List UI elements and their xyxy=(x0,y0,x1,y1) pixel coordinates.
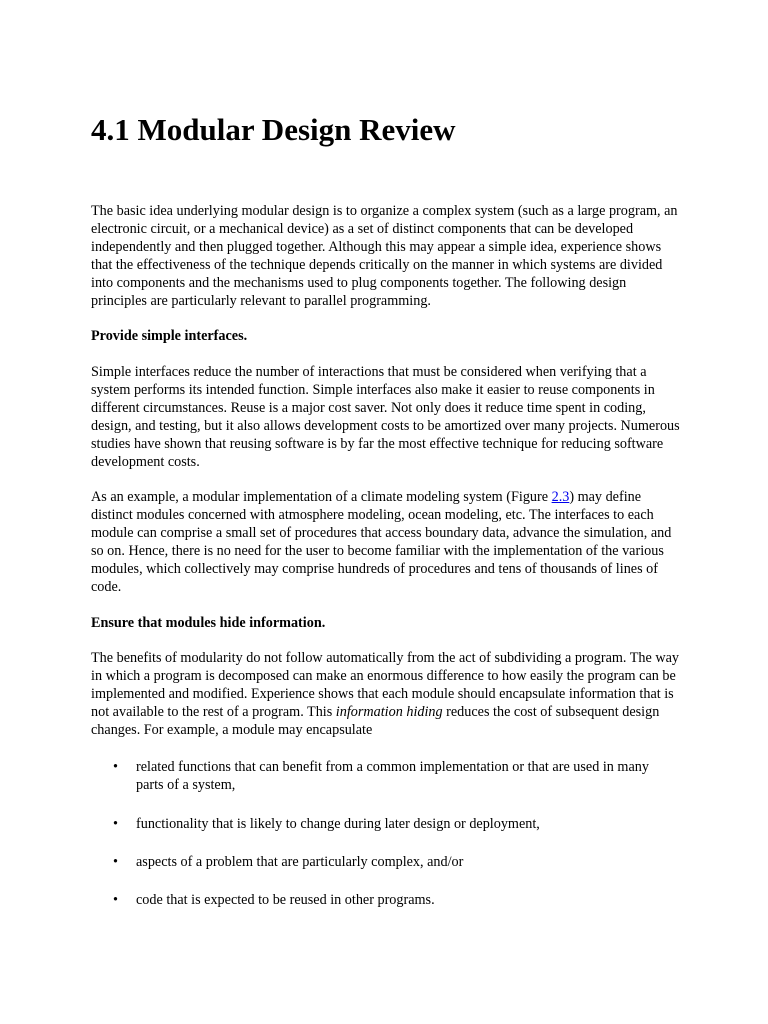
list-item-text: related functions that can benefit from a common implementation or that are used in many parts of a system, xyxy=(136,759,649,793)
simple-interfaces-paragraph: Simple interfaces reduce the number of interactions that must be considered when verifying that a system performs its intended function. Simple interfaces also make it easier to reuse components in different circumstances. Reuse is a major cost saver. Not only does it reduce time spent in coding, design, and testing, but it also allows development costs to be amortized over many projects. Numerous studies have shown that reusing software is by far the most effective technique for reducing software development costs. xyxy=(91,364,680,470)
climate-example-text-before: As an example, a modular implementation of a climate modeling system (Figure xyxy=(91,489,552,505)
list-item-text: code that is expected to be reused in other programs. xyxy=(136,892,435,908)
bullet-icon: • xyxy=(113,759,118,775)
climate-example-text-after: ) may define distinct modules concerned with atmosphere modeling, ocean modeling, etc. The interfaces to each module can comprise a small set of procedures that access boundary data, advance the simulation, and so on. Hence, there is no need for the user to become familiar with the implementation of the various modules, which collectively may comprise hundreds of procedures and tens of thousands of lines of code. xyxy=(91,489,672,595)
bullet-icon: • xyxy=(113,854,118,870)
page-title: 4.1 Modular Design Review xyxy=(91,112,456,147)
figure-link[interactable]: 2.3 xyxy=(551,489,570,505)
bullet-icon: • xyxy=(113,892,118,908)
section-heading-simple-interfaces: Provide simple interfaces. xyxy=(91,328,248,344)
information-hiding-term: information hiding xyxy=(335,704,443,720)
intro-paragraph: The basic idea underlying modular design is to organize a complex system (such as a large program, an electronic circuit, or a mechanical device) as a set of distinct components that can be developed independently and then plugged together. Although this may appear a simple idea, experience shows that the effectiveness of the technique depends critically on the manner in which systems are divided into components and the mechanisms used to plug components together. The following design principles are particularly relevant to parallel programming. xyxy=(91,203,678,309)
list-item-text: aspects of a problem that are particularly complex, and/or xyxy=(136,854,464,870)
climate-example-paragraph xyxy=(91,488,681,596)
information-hiding-paragraph xyxy=(91,649,681,739)
list-item-text: functionality that is likely to change during later design or deployment, xyxy=(136,816,540,832)
information-hiding-text-before: The benefits of modularity do not follow automatically from the act of subdividing a program. The way in which a program is decomposed can make an enormous difference to how easily the program can be implemented and modified. Experience shows that each module should encapsulate information that is not available to the rest of a program. This xyxy=(91,650,679,720)
information-hiding-text-after: reduces the cost of subsequent design changes. For example, a module may encapsulate xyxy=(91,704,660,738)
bullet-icon: • xyxy=(113,816,118,832)
section-heading-information-hiding: Ensure that modules hide information. xyxy=(91,615,326,631)
